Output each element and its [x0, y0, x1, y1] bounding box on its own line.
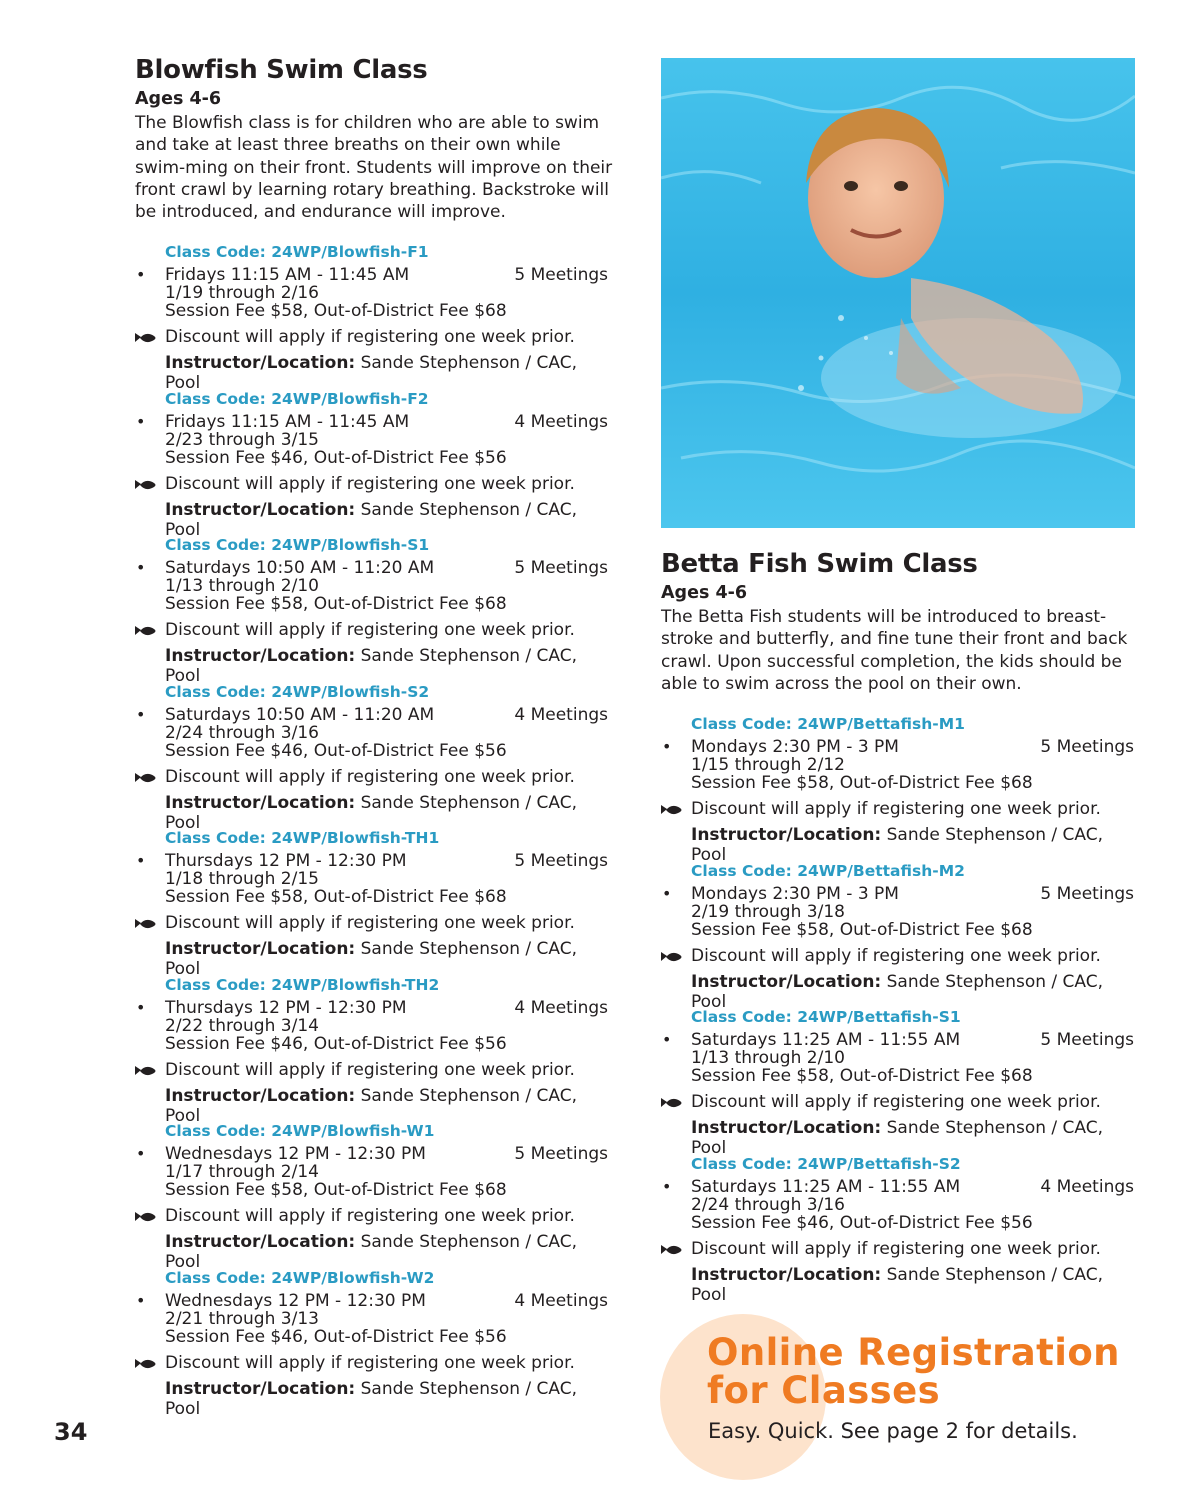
- bullet-icon: •: [136, 558, 146, 578]
- class-schedule: Saturdays 10:50 AM - 11:20 AM: [165, 704, 435, 725]
- meeting-count: 5 Meetings: [514, 851, 608, 872]
- meeting-count: 5 Meetings: [514, 1144, 608, 1165]
- bullet-icon: •: [136, 265, 146, 285]
- class-entry: [662, 860, 1141, 1012]
- meeting-count: 5 Meetings: [514, 265, 608, 286]
- class-entry: [662, 1153, 1141, 1305]
- class-entry: [136, 681, 615, 833]
- discount-note: Discount will apply if registering one week prior.: [165, 913, 575, 934]
- fish-icon: [660, 950, 684, 964]
- instructor-location: Sande Stephenson / CAC, Pool: [691, 1264, 1104, 1305]
- class-fee: Session Fee $58, Out-of-District Fee $68: [165, 301, 507, 322]
- class-entry: [662, 1006, 1141, 1159]
- class-schedule: Saturdays 10:50 AM - 11:20 AM: [165, 558, 435, 579]
- bullet-icon: •: [662, 737, 672, 757]
- fish-icon: [660, 1243, 684, 1257]
- meeting-count: 5 Meetings: [1040, 883, 1134, 904]
- class-entry: [136, 827, 615, 980]
- class-entry: [662, 713, 1141, 866]
- instructor-label: Instructor/Location:: [165, 1085, 356, 1106]
- instructor-label: Instructor/Location:: [165, 792, 356, 813]
- class-code: Class Code: 24WP/Blowfish-TH2: [165, 975, 440, 994]
- class-fee: Session Fee $46, Out-of-District Fee $56: [165, 1033, 507, 1054]
- class-schedule: Saturdays 11:25 AM - 11:55 AM: [691, 1030, 961, 1051]
- fish-icon: [134, 771, 158, 785]
- promo-subtitle: Easy. Quick. See page 2 for details.: [708, 1419, 1078, 1443]
- class-dates: 1/13 through 2/10: [691, 1048, 845, 1069]
- class-code: Class Code: 24WP/Blowfish-S2: [165, 682, 430, 701]
- class-code: Class Code: 24WP/Blowfish-S1: [165, 536, 430, 555]
- meeting-count: 5 Meetings: [514, 558, 608, 579]
- class-schedule: Thursdays 12 PM - 12:30 PM: [165, 997, 407, 1018]
- page-number: 34: [54, 1418, 88, 1446]
- instructor-label: Instructor/Location:: [165, 1232, 356, 1253]
- meeting-count: 5 Meetings: [1040, 737, 1134, 758]
- class-fee: Session Fee $58, Out-of-District Fee $68: [691, 919, 1033, 940]
- class-fee: Session Fee $46, Out-of-District Fee $56: [165, 1326, 507, 1347]
- instructor-location: Sande Stephenson / CAC, Pool: [691, 825, 1104, 866]
- fish-icon: [134, 1357, 158, 1371]
- discount-note: Discount will apply if registering one week prior.: [165, 473, 575, 494]
- class-dates: 2/24 through 3/16: [165, 722, 319, 743]
- meeting-count: 5 Meetings: [1040, 1030, 1134, 1051]
- class-entry: [136, 241, 615, 394]
- instructor-location: Sande Stephenson / CAC, Pool: [165, 1085, 578, 1126]
- class-entry: [136, 1120, 615, 1273]
- instructor-location: Sande Stephenson / CAC, Pool: [165, 792, 578, 833]
- class-dates: 1/15 through 2/12: [691, 755, 845, 776]
- class-dates: 2/23 through 3/15: [165, 429, 319, 450]
- discount-note: Discount will apply if registering one week prior.: [691, 1092, 1101, 1113]
- discount-note: Discount will apply if registering one week prior.: [691, 799, 1101, 820]
- class-schedule: Saturdays 11:25 AM - 11:55 AM: [691, 1176, 961, 1197]
- class-dates: 1/19 through 2/16: [165, 283, 319, 304]
- class-schedule: Fridays 11:15 AM - 11:45 AM: [165, 411, 410, 432]
- discount-note: Discount will apply if registering one week prior.: [165, 1352, 575, 1373]
- section-title: Blowfish Swim Class: [135, 55, 428, 85]
- class-fee: Session Fee $58, Out-of-District Fee $68: [691, 1066, 1033, 1087]
- class-code: Class Code: 24WP/Blowfish-F2: [165, 389, 429, 408]
- fish-icon: [134, 478, 158, 492]
- class-code: Class Code: 24WP/Bettafish-M2: [691, 861, 965, 880]
- class-fee: Session Fee $58, Out-of-District Fee $68: [165, 594, 507, 615]
- section-description: The Blowfish class is for children who are able to swim and take at least three breaths on their own while swim-ming on their front. Students will improve on their front crawl by learning rotary breathing. Backstroke will be introduced, and endurance will improve.: [135, 113, 613, 223]
- class-entry: [136, 388, 615, 540]
- instructor-location: Sande Stephenson / CAC, Pool: [691, 971, 1104, 1012]
- ages-label: Ages 4-6: [135, 89, 222, 109]
- fish-icon: [134, 917, 158, 931]
- class-schedule: Wednesdays 12 PM - 12:30 PM: [165, 1290, 426, 1311]
- instructor-label: Instructor/Location:: [691, 1264, 882, 1285]
- meeting-count: 4 Meetings: [514, 411, 608, 432]
- meeting-count: 4 Meetings: [514, 1290, 608, 1311]
- class-code: Class Code: 24WP/Bettafish-M1: [691, 715, 965, 734]
- instructor-location: Sande Stephenson / CAC, Pool: [165, 646, 578, 687]
- bullet-icon: •: [136, 1290, 146, 1310]
- fish-icon: [134, 331, 158, 345]
- class-dates: 1/13 through 2/10: [165, 576, 319, 597]
- class-schedule: Fridays 11:15 AM - 11:45 AM: [165, 265, 410, 286]
- class-dates: 2/24 through 3/16: [691, 1194, 845, 1215]
- discount-note: Discount will apply if registering one week prior.: [165, 620, 575, 641]
- promo-title-line1: Online Registration: [707, 1331, 1120, 1374]
- class-entry: [136, 974, 615, 1126]
- class-dates: 2/19 through 3/18: [691, 901, 845, 922]
- class-code: Class Code: 24WP/Blowfish-W1: [165, 1122, 435, 1141]
- blowfish-section: [135, 54, 615, 1419]
- bullet-icon: •: [136, 704, 146, 724]
- class-fee: Session Fee $58, Out-of-District Fee $68: [165, 1180, 507, 1201]
- instructor-label: Instructor/Location:: [165, 499, 356, 520]
- instructor-label: Instructor/Location:: [165, 1378, 356, 1399]
- class-fee: Session Fee $46, Out-of-District Fee $56: [165, 740, 507, 761]
- class-fee: Session Fee $46, Out-of-District Fee $56: [691, 1212, 1033, 1233]
- promo-title: [707, 1331, 1120, 1412]
- class-code: Class Code: 24WP/Bettafish-S2: [691, 1154, 961, 1173]
- fish-icon: [134, 1064, 158, 1078]
- discount-note: Discount will apply if registering one week prior.: [165, 1059, 575, 1080]
- fish-icon: [134, 1210, 158, 1224]
- class-code: Class Code: 24WP/Blowfish-W2: [165, 1268, 435, 1287]
- class-schedule: Wednesdays 12 PM - 12:30 PM: [165, 1144, 426, 1165]
- class-entry: [136, 1267, 615, 1419]
- instructor-label: Instructor/Location:: [165, 939, 356, 960]
- meeting-count: 4 Meetings: [1040, 1176, 1134, 1197]
- bullet-icon: •: [136, 411, 146, 431]
- instructor-label: Instructor/Location:: [691, 825, 882, 846]
- class-schedule: Mondays 2:30 PM - 3 PM: [691, 737, 899, 758]
- bullet-icon: •: [136, 1144, 146, 1164]
- instructor-location: Sande Stephenson / CAC, Pool: [165, 499, 578, 540]
- instructor-label: Instructor/Location:: [691, 971, 882, 992]
- bullet-icon: •: [136, 997, 146, 1017]
- instructor-label: Instructor/Location:: [165, 646, 356, 667]
- section-title: Betta Fish Swim Class: [661, 549, 978, 579]
- discount-note: Discount will apply if registering one week prior.: [165, 327, 575, 348]
- instructor-location: Sande Stephenson / CAC, Pool: [165, 1232, 578, 1273]
- discount-note: Discount will apply if registering one week prior.: [165, 766, 575, 787]
- class-fee: Session Fee $58, Out-of-District Fee $68: [165, 887, 507, 908]
- class-list: [135, 241, 615, 1419]
- class-code: Class Code: 24WP/Bettafish-S1: [691, 1008, 961, 1027]
- discount-note: Discount will apply if registering one week prior.: [691, 1238, 1101, 1259]
- instructor-location: Sande Stephenson / CAC, Pool: [165, 939, 578, 980]
- class-fee: Session Fee $58, Out-of-District Fee $68: [691, 773, 1033, 794]
- section-description: The Betta Fish students will be introduced to breast-stroke and butterfly, and fine tune their front and back crawl. Upon successful completion, the kids should be able to swim across the pool on their own.: [661, 607, 1128, 694]
- bullet-icon: •: [662, 1030, 672, 1050]
- class-fee: Session Fee $46, Out-of-District Fee $56: [165, 447, 507, 468]
- fish-icon: [134, 624, 158, 638]
- fish-icon: [660, 1096, 684, 1110]
- class-schedule: Mondays 2:30 PM - 3 PM: [691, 883, 899, 904]
- class-code: Class Code: 24WP/Blowfish-F1: [165, 243, 429, 262]
- discount-note: Discount will apply if registering one week prior.: [691, 945, 1101, 966]
- class-entry: [136, 534, 615, 687]
- fish-icon: [660, 803, 684, 817]
- class-code: Class Code: 24WP/Blowfish-TH1: [165, 829, 440, 848]
- instructor-location: Sande Stephenson / CAC, Pool: [691, 1118, 1104, 1159]
- betta-section: [661, 548, 1141, 1305]
- discount-note: Discount will apply if registering one week prior.: [165, 1206, 575, 1227]
- class-dates: 2/21 through 3/13: [165, 1308, 319, 1329]
- ages-label: Ages 4-6: [661, 583, 748, 603]
- instructor-location: Sande Stephenson / CAC, Pool: [165, 353, 578, 394]
- meeting-count: 4 Meetings: [514, 704, 608, 725]
- class-dates: 1/18 through 2/15: [165, 869, 319, 890]
- bullet-icon: •: [662, 1176, 672, 1196]
- meeting-count: 4 Meetings: [514, 997, 608, 1018]
- instructor-label: Instructor/Location:: [691, 1118, 882, 1139]
- class-dates: 1/17 through 2/14: [165, 1162, 319, 1183]
- bullet-icon: •: [662, 883, 672, 903]
- class-list: [661, 713, 1141, 1305]
- class-schedule: Thursdays 12 PM - 12:30 PM: [165, 851, 407, 872]
- instructor-location: Sande Stephenson / CAC, Pool: [165, 1378, 578, 1419]
- bullet-icon: •: [136, 851, 146, 871]
- promo-title-line2: for Classes: [707, 1369, 941, 1412]
- class-dates: 2/22 through 3/14: [165, 1015, 319, 1036]
- instructor-label: Instructor/Location:: [165, 353, 356, 374]
- swimming-child-photo: [661, 58, 1135, 528]
